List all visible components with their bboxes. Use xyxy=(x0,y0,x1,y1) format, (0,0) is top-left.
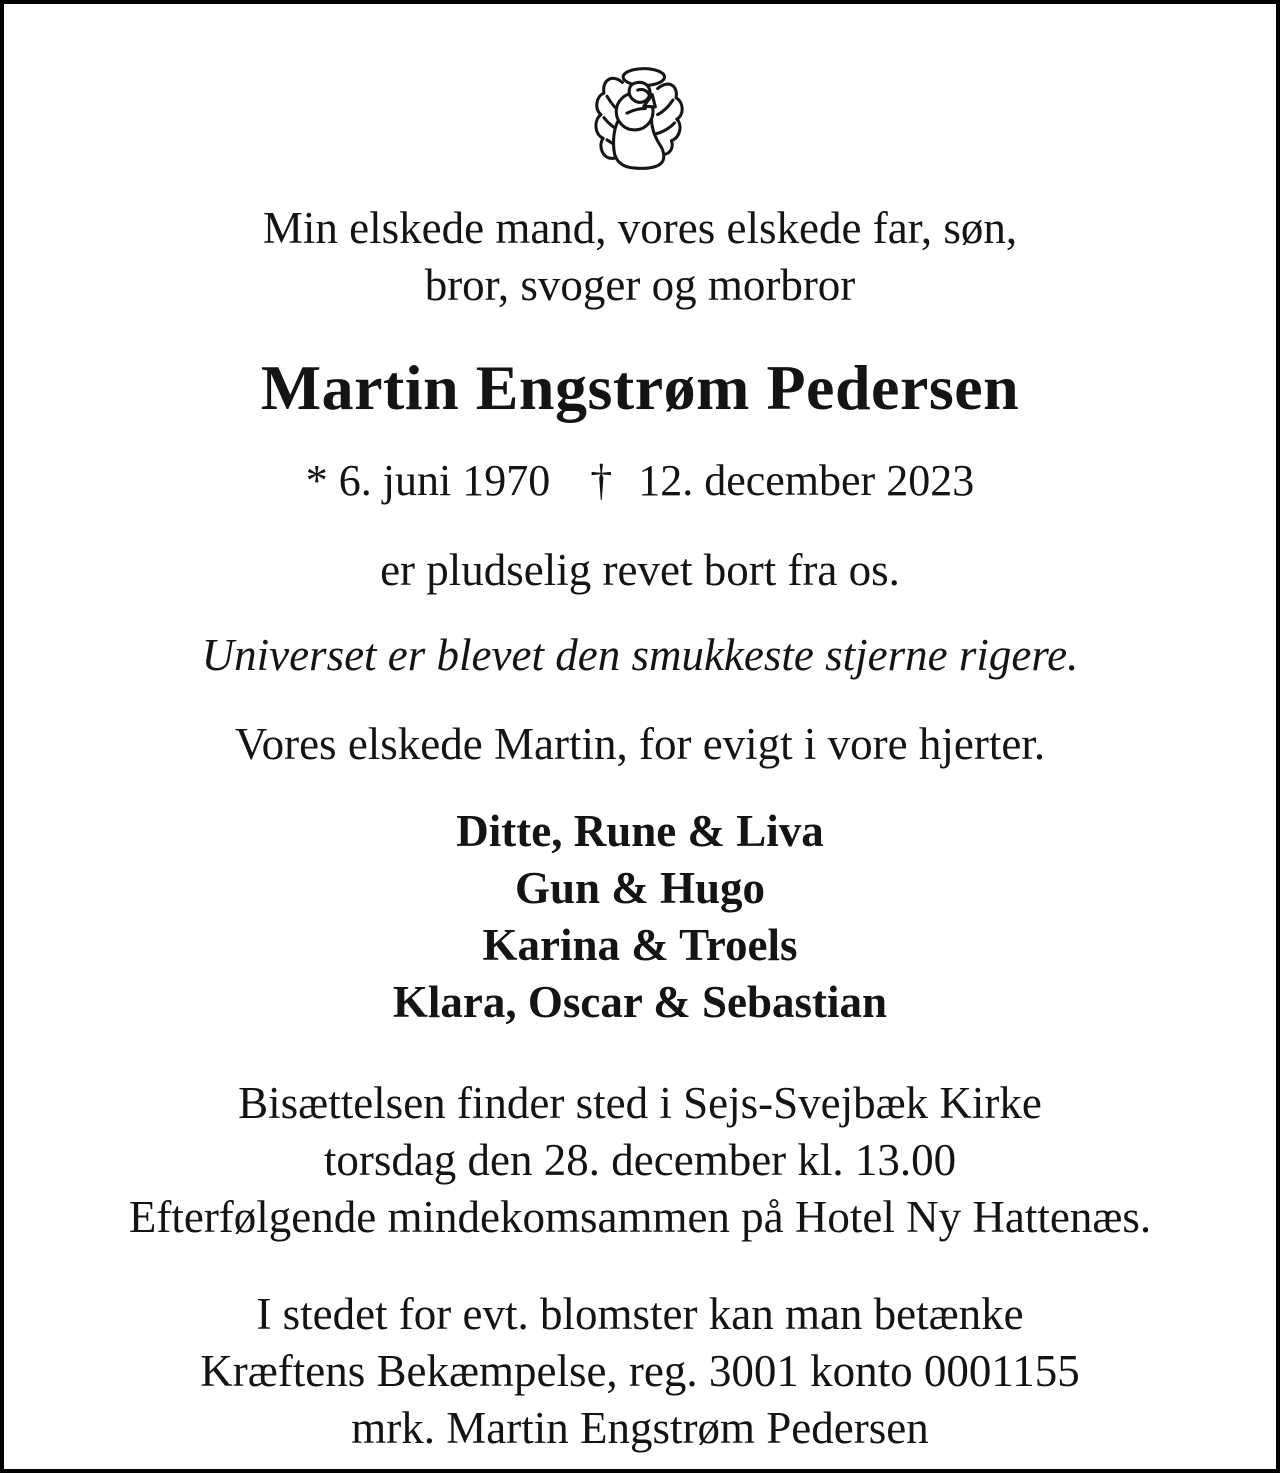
mourners-line-4: Klara, Oscar & Sebastian xyxy=(392,977,888,1028)
mourners-line-2: Gun & Hugo xyxy=(514,863,766,914)
ceremony-datetime: torsdag den 28. december kl. 13.00 xyxy=(323,1135,957,1186)
passing-line: er pludselig revet bort fra os. xyxy=(380,545,900,596)
relation-intro-line-1: Min elskede mand, vores elskede far, søn, xyxy=(262,203,1018,253)
memorial-quote: Universet er blevet den smukkeste stjerne rigere. xyxy=(201,630,1079,681)
donation-account: Kræftens Bekæmpelse, reg. 3001 konto 0001155 xyxy=(200,1346,1080,1397)
mourners-list xyxy=(4,803,1276,1031)
life-dates xyxy=(4,455,1276,506)
ceremony-details xyxy=(4,1075,1276,1246)
memory-line: Vores elskede Martin, for evigt i vore hjerter. xyxy=(234,719,1046,770)
relation-intro-line-2: bror, svoger og morbror xyxy=(424,260,856,311)
donation-intro: I stedet for evt. blomster kan man betænke xyxy=(256,1289,1024,1340)
praying-angel-icon xyxy=(4,62,1276,180)
donation-details xyxy=(4,1286,1276,1457)
dagger-icon: † xyxy=(590,456,613,506)
mourners-line-3: Karina & Troels xyxy=(482,920,798,971)
donation-reference: mrk. Martin Engstrøm Pedersen xyxy=(351,1403,929,1454)
ceremony-location: Bisættelsen finder sted i Sejs-Svejbæk Kirke xyxy=(238,1078,1042,1129)
relation-intro xyxy=(4,200,1276,314)
deceased-name: Martin Engstrøm Pedersen xyxy=(260,352,1020,424)
ceremony-reception: Efterfølgende mindekomsammen på Hotel Ny Hattenæs. xyxy=(128,1192,1152,1243)
birth-date: * 6. juni 1970 xyxy=(305,456,551,506)
mourners-line-1: Ditte, Rune & Liva xyxy=(456,806,824,857)
death-date: 12. december 2023 xyxy=(638,456,975,506)
